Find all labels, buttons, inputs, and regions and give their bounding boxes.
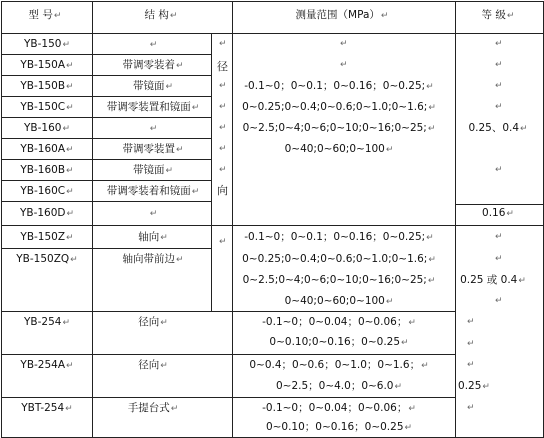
paragraph-mark: ↵ <box>219 144 227 154</box>
grid-line-horizontal <box>1 397 456 398</box>
paragraph-mark: ↵ <box>428 103 436 113</box>
grid-line-vertical <box>211 33 212 226</box>
paragraph-mark: ↵ <box>506 209 514 219</box>
range-line: -0.1~0；0~0.1；0~0.16；0~0.25;↵ <box>244 80 434 92</box>
range-line: 0~40;0~60;0~100↵ <box>284 295 394 307</box>
grid-line-vertical <box>232 1 233 438</box>
header-range: 测量范围（MPa）↵ <box>295 9 389 21</box>
paragraph-mark: ↵ <box>467 317 475 327</box>
grade-cell: 0.16↵ <box>482 207 514 219</box>
grid-line-horizontal <box>456 204 544 205</box>
paragraph-mark: ↵ <box>495 81 503 91</box>
paragraph-mark: ↵ <box>149 40 158 50</box>
paragraph-mark: ↵ <box>160 318 168 328</box>
paragraph-mark: ↵ <box>65 404 73 414</box>
range-line: -0.1~0；0~0.04；0~0.06；↵ <box>262 402 416 414</box>
paragraph-mark: ↵ <box>191 187 200 197</box>
paragraph-mark: ↵ <box>66 61 74 71</box>
grade-cell: 0.25 或 0.4↵ <box>460 274 526 286</box>
range-line: 0~0.4；0~0.6；0~1.0；0~1.6；↵ <box>249 359 429 371</box>
range-line: -0.1~0；0~0.04；0~0.06；↵ <box>262 316 416 328</box>
structure-cell: 轴向带前边↵ <box>122 253 184 265</box>
model-cell: YB-160↵ <box>24 122 70 134</box>
paragraph-mark: ↵ <box>408 318 416 328</box>
range-line: -0.1~0；0~0.1；0~0.16；0~0.25;↵ <box>244 231 434 243</box>
paragraph-mark: ↵ <box>160 361 168 371</box>
paragraph-mark: ↵ <box>175 61 184 71</box>
structure-label-bottom: 向 <box>217 184 228 197</box>
paragraph-mark: ↵ <box>404 423 413 433</box>
paragraph-mark: ↵ <box>170 404 179 414</box>
paragraph-mark: ↵ <box>165 82 174 92</box>
model-cell: YB-150B↵ <box>20 80 74 92</box>
paragraph-mark: ↵ <box>219 39 227 49</box>
grid-line-horizontal <box>1 180 212 181</box>
grid-line-horizontal <box>1 117 212 118</box>
model-cell: YB-160A↵ <box>20 143 74 155</box>
paragraph-mark: ↵ <box>495 39 503 49</box>
range-line: 0~0.10;0~0.16；0~0.25↵ <box>269 336 409 348</box>
structure-cell <box>149 38 158 52</box>
grid-line-vertical <box>211 225 212 312</box>
paragraph-mark: ↵ <box>495 102 503 112</box>
paragraph-mark: ↵ <box>467 360 475 370</box>
paragraph-mark: ↵ <box>66 166 74 176</box>
paragraph-mark: ↵ <box>62 318 70 328</box>
paragraph-mark: ↵ <box>175 145 184 155</box>
grid-line-vertical <box>92 1 93 438</box>
paragraph-mark: ↵ <box>219 102 227 112</box>
header-structure: 结 构↵ <box>144 9 178 21</box>
grade-cell: 0.25↵ <box>458 380 490 392</box>
model-cell: YBT-254↵ <box>21 402 73 414</box>
paragraph-mark: ↵ <box>426 82 434 92</box>
paragraph-mark: ↵ <box>427 276 436 286</box>
grid-line-horizontal <box>1 96 212 97</box>
paragraph-mark: ↵ <box>467 339 475 349</box>
structure-cell: 带镜面↵ <box>132 164 174 176</box>
model-cell: YB-160B↵ <box>20 164 74 176</box>
structure-cell: 带调零装置和镜面↵ <box>106 101 200 113</box>
paragraph-mark: ↵ <box>219 237 227 247</box>
model-cell: YB-150ZQ↵ <box>16 253 78 265</box>
paragraph-mark: ↵ <box>495 254 503 264</box>
grid-line-vertical <box>455 1 456 438</box>
structure-cell: 带调零装着和镜面↵ <box>106 185 200 197</box>
paragraph-mark: ↵ <box>191 103 200 113</box>
grid-line-horizontal <box>1 33 544 34</box>
paragraph-mark: ↵ <box>66 145 74 155</box>
paragraph-mark: ↵ <box>66 361 74 371</box>
structure-cell: 径向↵ <box>138 316 168 328</box>
model-cell: YB-160D↵ <box>19 207 75 219</box>
paragraph-mark: ↵ <box>421 361 429 371</box>
model-cell: YB-254↵ <box>24 316 70 328</box>
paragraph-mark: ↵ <box>408 404 416 414</box>
paragraph-mark: ↵ <box>66 187 74 197</box>
range-line: 0~2.5；0~4.0；0~6.0↵ <box>275 380 403 392</box>
grid-line-horizontal <box>1 311 456 312</box>
paragraph-mark: ↵ <box>175 255 184 265</box>
paragraph-mark: ↵ <box>380 11 389 21</box>
range-line: 0~40;0~60;0~100↵ <box>284 143 394 155</box>
paragraph-mark: ↵ <box>219 81 227 91</box>
range-line: 0~2.5;0~4;0~6;0~10;0~16;0~25;↵ <box>242 274 436 286</box>
paragraph-mark: ↵ <box>160 233 168 243</box>
paragraph-mark: ↵ <box>394 382 403 392</box>
paragraph-mark: ↵ <box>518 276 526 286</box>
paragraph-mark: ↵ <box>149 209 158 219</box>
paragraph-mark: ↵ <box>426 233 434 243</box>
model-cell: YB-150↵ <box>24 38 70 50</box>
paragraph-mark: ↵ <box>66 82 74 92</box>
header-grade: 等 级↵ <box>481 9 515 21</box>
grid-line-horizontal <box>1 225 544 226</box>
model-cell: YB-150Z↵ <box>20 231 74 243</box>
grid-line-horizontal <box>1 138 212 139</box>
grid-line-horizontal <box>1 248 212 249</box>
grid-line-horizontal <box>1 54 212 55</box>
paragraph-mark: ↵ <box>66 233 74 243</box>
model-cell: YB-254A↵ <box>20 359 74 371</box>
paragraph-mark: ↵ <box>506 11 515 21</box>
paragraph-mark: ↵ <box>482 382 490 392</box>
structure-cell: 带调零装置↵ <box>122 143 184 155</box>
paragraph-mark: ↵ <box>62 124 70 134</box>
grid-line-horizontal <box>1 1 544 2</box>
paragraph-mark: ↵ <box>340 60 348 70</box>
grid-line-horizontal <box>1 201 212 202</box>
model-cell: YB-160C↵ <box>20 185 74 197</box>
structure-cell: 手提台式↵ <box>127 402 179 414</box>
grid-line-horizontal <box>1 354 456 355</box>
paragraph-mark: ↵ <box>385 145 394 155</box>
paragraph-mark: ↵ <box>427 124 436 134</box>
header-model: 型 号↵ <box>28 9 62 21</box>
grid-line-vertical <box>1 1 2 438</box>
paragraph-mark: ↵ <box>520 124 528 134</box>
structure-cell: 带调零装着↵ <box>122 59 184 71</box>
structure-cell: 带镜面↵ <box>132 80 174 92</box>
paragraph-mark: ↵ <box>495 60 503 70</box>
range-line: 0~0.25;0~0.4;0~0.6;0~1.0;0~1.6;↵ <box>242 101 436 113</box>
grade-cell: 0.25、0.4↵ <box>468 122 528 134</box>
paragraph-mark: ↵ <box>495 232 503 242</box>
paragraph-mark: ↵ <box>385 297 394 307</box>
paragraph-mark: ↵ <box>467 403 475 413</box>
paragraph-mark: ↵ <box>169 11 178 21</box>
grid-line-horizontal <box>1 75 212 76</box>
paragraph-mark: ↵ <box>428 255 436 265</box>
range-line: 0~0.10；0~0.16；0~0.25↵ <box>265 421 413 433</box>
paragraph-mark: ↵ <box>401 338 409 348</box>
paragraph-mark: ↵ <box>219 165 227 175</box>
structure-label-top: 径 <box>217 60 228 73</box>
structure-cell: 轴向↵ <box>138 231 168 243</box>
model-cell: YB-150A↵ <box>20 59 74 71</box>
model-cell: YB-150C↵ <box>20 101 74 113</box>
paragraph-mark: ↵ <box>495 296 503 306</box>
paragraph-mark: ↵ <box>495 165 503 175</box>
paragraph-mark: ↵ <box>53 11 62 21</box>
paragraph-mark: ↵ <box>219 123 227 133</box>
paragraph-mark: ↵ <box>66 209 75 219</box>
structure-cell: 径向↵ <box>138 359 168 371</box>
paragraph-mark: ↵ <box>340 39 348 49</box>
range-line: 0~0.25;0~0.4;0~0.6;0~1.0;0~1.6;↵ <box>242 253 436 265</box>
structure-cell <box>149 207 158 221</box>
paragraph-mark: ↵ <box>149 124 158 134</box>
paragraph-mark: ↵ <box>66 103 74 113</box>
grid-line-horizontal <box>1 159 212 160</box>
paragraph-mark: ↵ <box>165 166 174 176</box>
paragraph-mark: ↵ <box>62 40 70 50</box>
range-line: 0~2.5;0~4;0~6;0~10;0~16;0~25;↵ <box>242 122 436 134</box>
structure-cell <box>149 122 158 136</box>
paragraph-mark: ↵ <box>70 255 78 265</box>
